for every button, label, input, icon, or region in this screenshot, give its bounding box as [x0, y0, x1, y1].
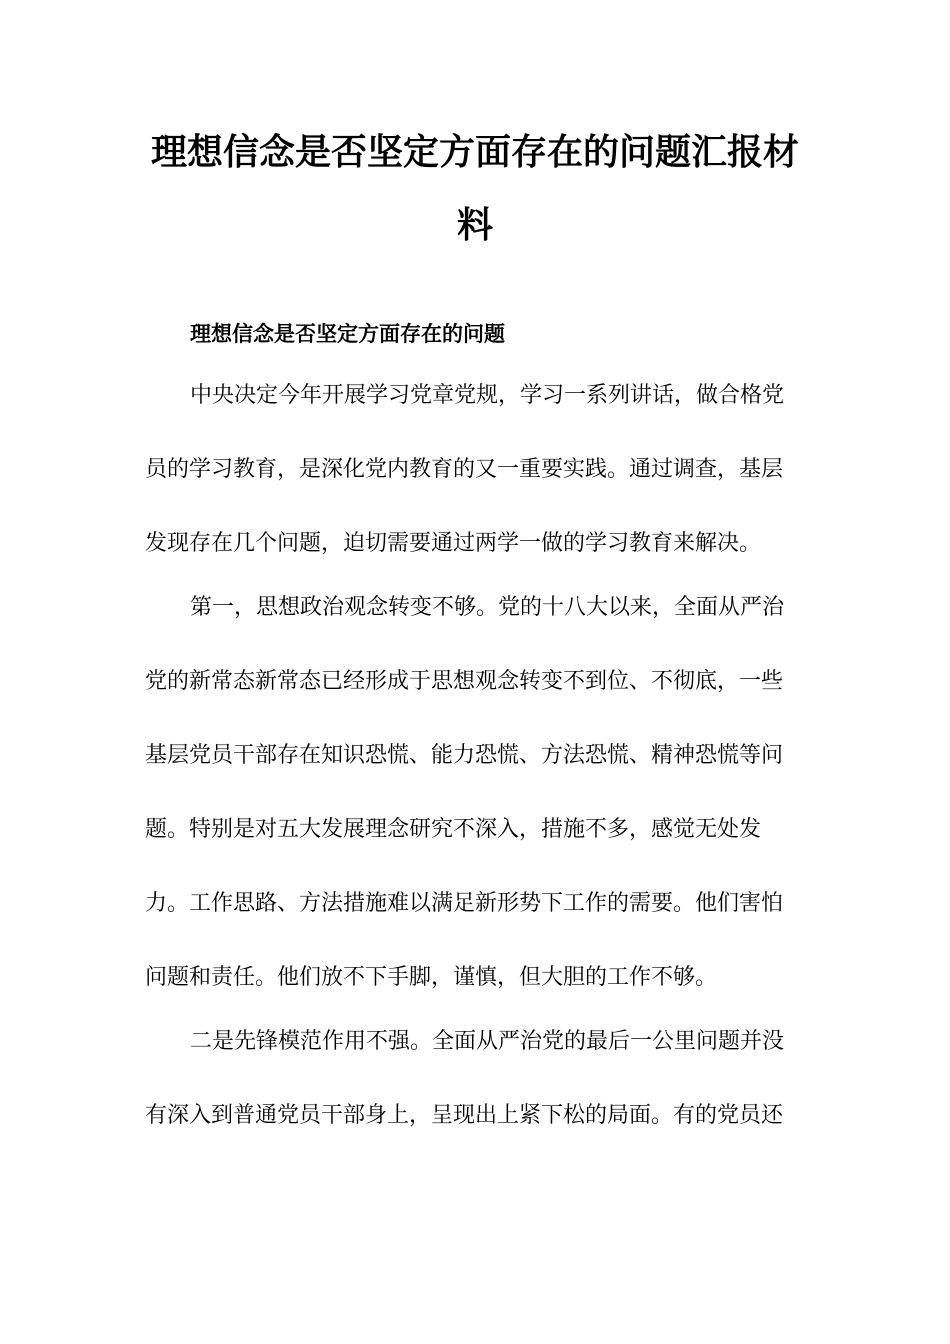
paragraph-1-line-3: 发现存在几个问题，迫切需要通过两学一做的学习教育来解决。	[145, 531, 762, 556]
paragraph-2-line-6: 问题和责任。他们放不下手脚，谨慎，但大胆的工作不够。	[145, 965, 718, 990]
paragraph-2-line-3: 基层党员干部存在知识恐慌、能力恐慌、方法恐慌、精神恐慌等问	[145, 743, 784, 768]
paragraph-3-line-1: 二是先锋模范作用不强。全面从严治党的最后一公里问题并没	[190, 1029, 785, 1054]
paragraph-2-line-2: 党的新常态新常态已经形成于思想观念转变不到位、不彻底，一些	[145, 669, 784, 694]
paragraph-2-line-5: 力。工作思路、方法措施难以满足新形势下工作的需要。他们害怕	[145, 891, 784, 916]
paragraph-2-line-4: 题。特别是对五大发展理念研究不深入，措施不多，感觉无处发	[145, 817, 762, 842]
section-heading: 理想信念是否坚定方面存在的问题	[190, 322, 505, 346]
paragraph-1-line-2: 员的学习教育，是深化党内教育的又一重要实践。通过调查，基层	[145, 457, 784, 482]
paragraph-3-line-2: 有深入到普通党员干部身上，呈现出上紧下松的局面。有的党员还	[145, 1103, 784, 1128]
paragraph-2-line-1: 第一，思想政治观念转变不够。党的十八大以来，全面从严治	[190, 595, 785, 620]
document-title-line-2: 料	[456, 205, 493, 246]
paragraph-1-line-1: 中央决定今年开展学习党章党规，学习一系列讲话，做合格党	[190, 383, 785, 408]
document-title-line-1: 理想信念是否坚定方面存在的问题汇报材	[150, 132, 799, 173]
